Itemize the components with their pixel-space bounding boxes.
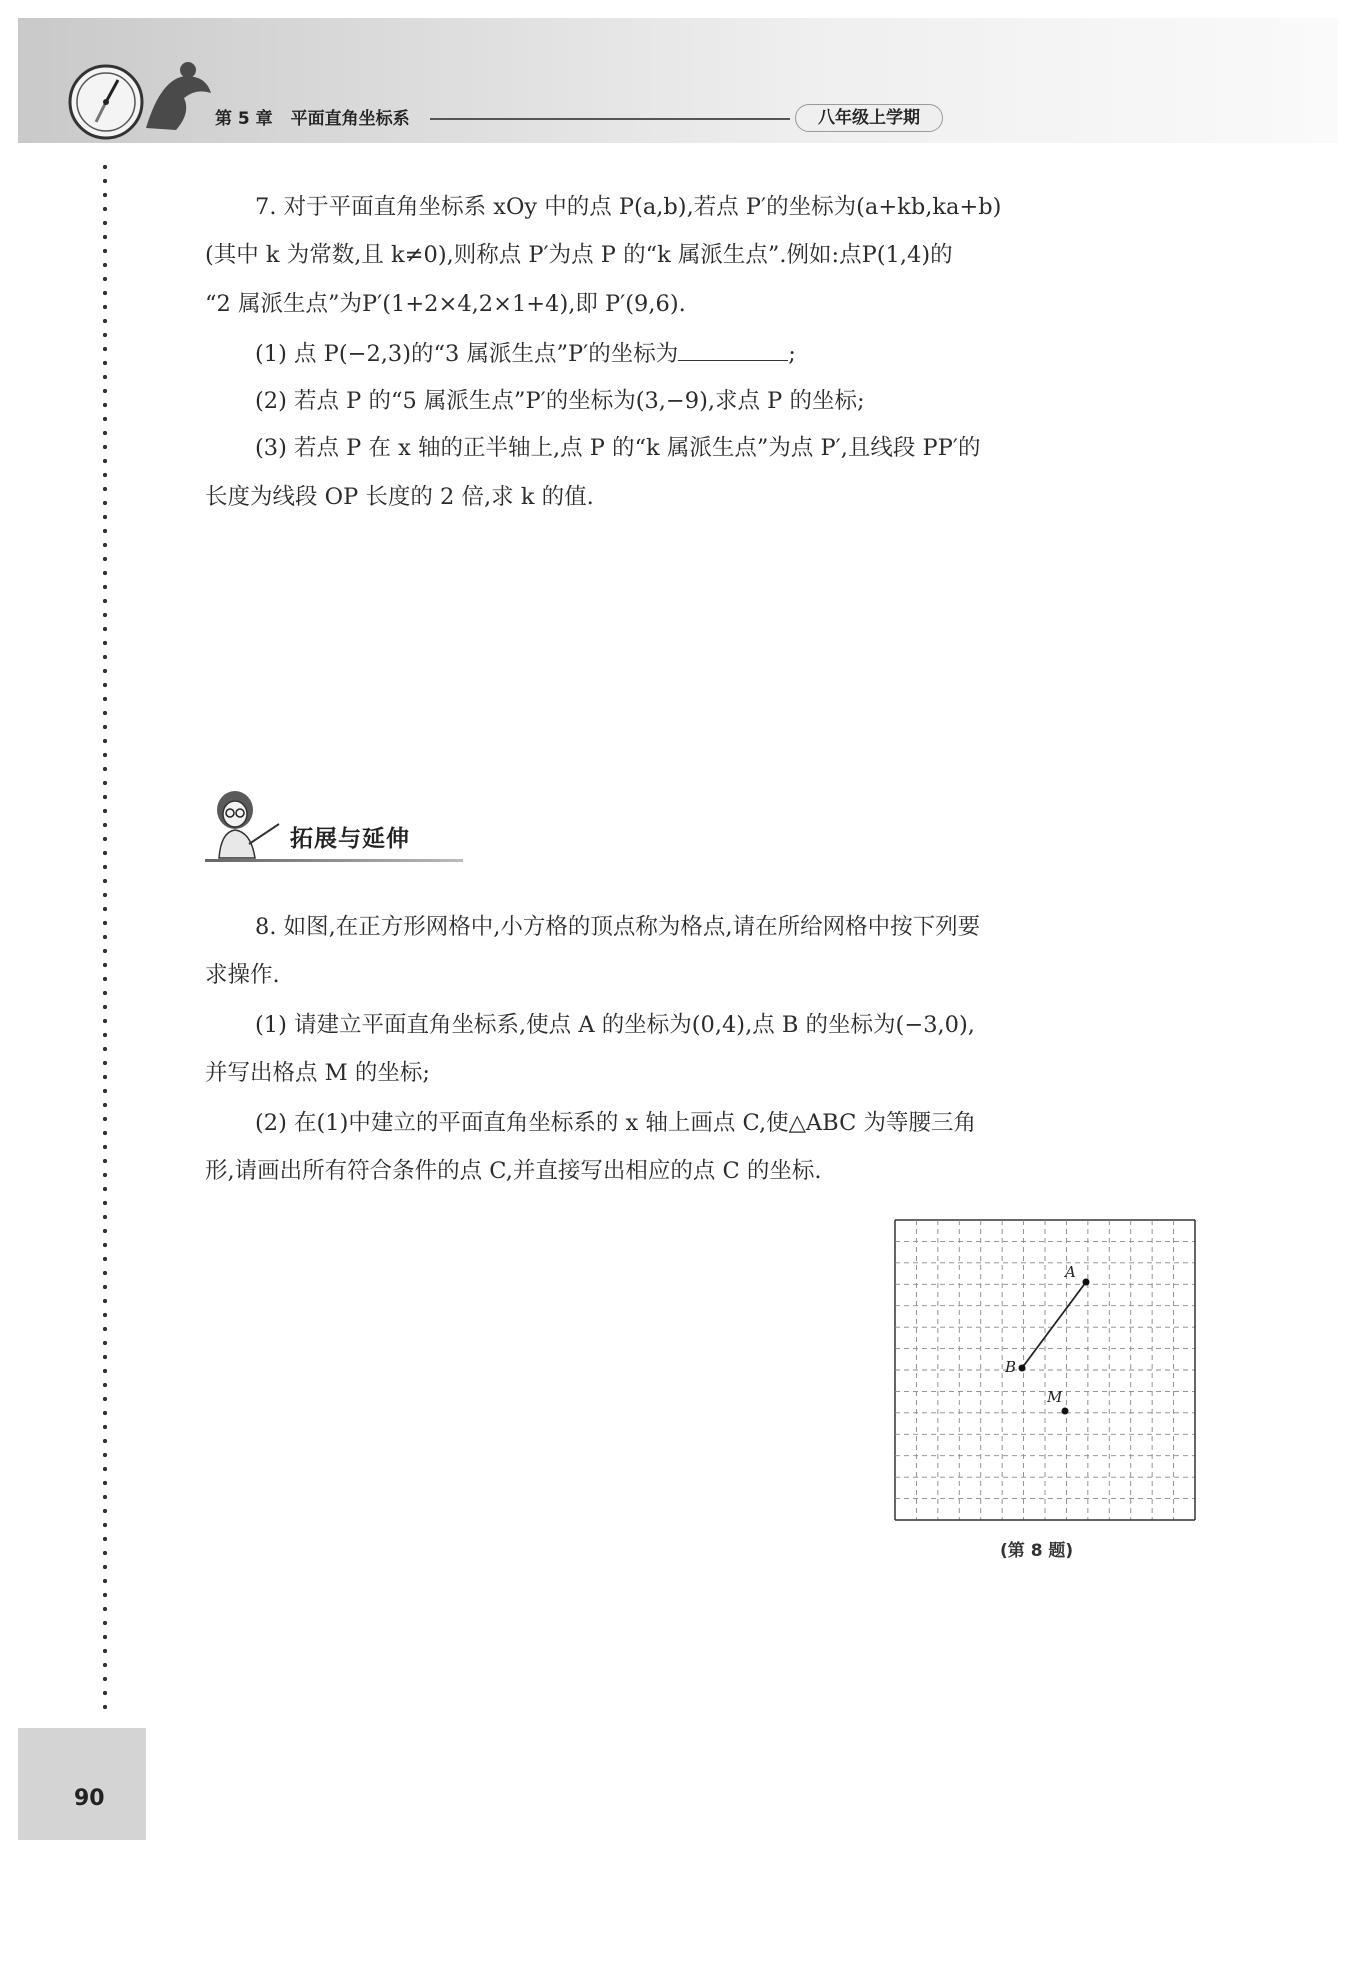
point-B (1019, 1365, 1026, 1372)
q8-line1: 8. 如图,在正方形网格中,小方格的顶点称为格点,请在所给网格中按下列要 (255, 914, 981, 940)
label-B: B (1005, 1358, 1017, 1376)
q7-line3: “2 属派生点”为P′(1+2×4,2×1+4),即 P′(9,6). (205, 291, 686, 317)
q7-sub1-text: (1) 点 P(−2,3)的“3 属派生点”P′的坐标为 (255, 341, 679, 367)
q8-sub1-line1: (1) 请建立平面直角坐标系,使点 A 的坐标为(0,4),点 B 的坐标为(−3,0), (255, 1012, 975, 1038)
figure-caption: (第 8 题) (1000, 1541, 1074, 1561)
chapter-heading (215, 104, 410, 129)
q8-sub2-line1: (2) 在(1)中建立的平面直角坐标系的 x 轴上画点 C,使△ABC 为等腰三角 (255, 1110, 976, 1136)
point-A (1083, 1279, 1090, 1286)
label-A: A (1065, 1263, 1076, 1281)
chapter-title: 平面直角坐标系 (290, 109, 410, 129)
point-M (1062, 1408, 1069, 1415)
q8-sub1-line2: 并写出格点 M 的坐标; (205, 1060, 430, 1086)
grid-lines (895, 1220, 1195, 1520)
q8-sub2-line2: 形,请画出所有符合条件的点 C,并直接写出相应的点 C 的坐标. (205, 1158, 822, 1184)
section-title: 拓展与延伸 (290, 826, 410, 852)
q8-line2: 求操作. (205, 962, 280, 988)
q7-sub2: (2) 若点 P 的“5 属派生点”P′的坐标为(3,−9),求点 P 的坐标; (255, 388, 865, 414)
compass-logo-icon (66, 58, 216, 148)
q7-line2: (其中 k 为常数,且 k≠0),则称点 P′为点 P 的“k 属派生点”.例如:点P(1,4)的 (205, 242, 953, 268)
page-number: 90 (74, 1786, 105, 1811)
segment-AB (1022, 1282, 1086, 1368)
q7-sub1 (255, 338, 796, 369)
q7-sub3-line1: (3) 若点 P 在 x 轴的正半轴上,点 P 的“k 属派生点”为点 P′,且线段 PP′的 (255, 435, 981, 461)
q7-line1: 7. 对于平面直角坐标系 xOy 中的点 P(a,b),若点 P′的坐标为(a+kb,ka+b) (255, 194, 1002, 220)
answer-blank[interactable] (678, 338, 788, 361)
header-rule (430, 118, 790, 120)
square-grid-figure (892, 1217, 1198, 1523)
margin-dotted-line (102, 160, 108, 1715)
teacher-illustration-icon (205, 788, 285, 860)
page-number-box (18, 1728, 146, 1840)
q7-sub3-line2: 长度为线段 OP 长度的 2 倍,求 k 的值. (205, 484, 594, 510)
section-underline (205, 859, 463, 862)
grade-tag: 八年级上学期 (795, 104, 943, 132)
label-M: M (1047, 1388, 1063, 1406)
q7-sub1-end: ; (788, 341, 796, 367)
chapter-number: 第 5 章 (215, 109, 273, 129)
